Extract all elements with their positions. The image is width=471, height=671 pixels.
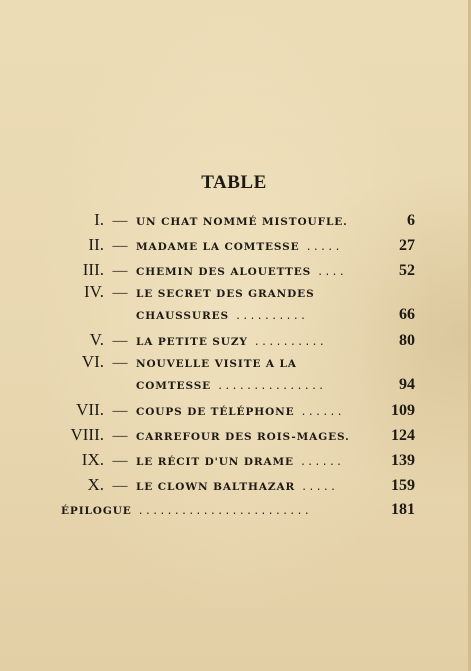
toc-entry-6 bbox=[55, 352, 415, 397]
dash: — bbox=[112, 263, 128, 279]
page-number: 27 bbox=[399, 237, 415, 254]
epilogue-title: ÉPILOGUE bbox=[61, 505, 132, 517]
chapter-title-line-1: LE SECRET DES GRANDES bbox=[136, 288, 315, 300]
chapter-title-line-2: COMTESSE bbox=[136, 380, 212, 392]
page-number: 80 bbox=[399, 332, 415, 349]
dash: — bbox=[112, 403, 128, 419]
chapter-numeral: IV. bbox=[84, 282, 104, 301]
toc-entry-7 bbox=[55, 397, 415, 422]
leader-dots: .... bbox=[317, 267, 346, 278]
chapter-numeral: VII. bbox=[76, 400, 104, 419]
toc-entry-10 bbox=[55, 472, 415, 497]
toc-entry-4 bbox=[55, 282, 415, 327]
toc-entry-3 bbox=[55, 257, 415, 282]
page-number: 159 bbox=[391, 477, 415, 494]
dash: — bbox=[112, 428, 128, 444]
dash: — bbox=[112, 213, 128, 229]
toc-entry-1 bbox=[55, 207, 415, 232]
toc-entry-9 bbox=[55, 447, 415, 472]
leader-dots: ............... bbox=[217, 381, 326, 392]
chapter-title: CHEMIN DES ALOUETTES bbox=[136, 266, 312, 278]
leader-dots: ........................ bbox=[137, 506, 311, 517]
leader-dots: .......... bbox=[235, 311, 308, 322]
chapter-title: UN CHAT NOMMÉ MISTOUFLE. bbox=[136, 216, 348, 228]
chapter-numeral: II. bbox=[88, 235, 104, 254]
chapter-title: LE RÉCIT D'UN DRAME bbox=[136, 456, 294, 468]
dash: — bbox=[112, 478, 128, 494]
page-number: 6 bbox=[407, 212, 415, 229]
toc-entry-8 bbox=[55, 422, 415, 447]
chapter-numeral: I. bbox=[94, 210, 104, 229]
chapter-title-line-1: NOUVELLE VISITE A LA bbox=[136, 358, 297, 370]
chapter-numeral: V. bbox=[89, 330, 104, 349]
toc-entry-epilogue bbox=[55, 497, 415, 522]
chapter-numeral: IX. bbox=[81, 450, 104, 469]
toc-entry-2 bbox=[55, 232, 415, 257]
chapter-numeral: VIII. bbox=[70, 425, 104, 444]
page-number: 94 bbox=[399, 376, 415, 393]
leader-dots: ..... bbox=[301, 482, 338, 493]
chapter-numeral: VI. bbox=[81, 352, 104, 371]
toc-entry-5 bbox=[55, 327, 415, 352]
chapter-title: MADAME LA COMTESSE bbox=[136, 241, 300, 253]
leader-dots: .......... bbox=[253, 337, 326, 348]
page-title: TABLE bbox=[201, 172, 267, 193]
page-number: 109 bbox=[391, 402, 415, 419]
page-number: 181 bbox=[391, 501, 415, 518]
dash: — bbox=[112, 453, 128, 469]
chapter-title: COUPS DE TÉLÉPHONE bbox=[136, 406, 295, 418]
page-number: 66 bbox=[399, 306, 415, 323]
page-number: 139 bbox=[391, 452, 415, 469]
chapter-title: CARREFOUR DES ROIS-MAGES. bbox=[136, 431, 350, 443]
leader-dots: ..... bbox=[305, 242, 342, 253]
chapter-numeral: X. bbox=[87, 475, 104, 494]
page-number: 52 bbox=[399, 262, 415, 279]
dash: — bbox=[112, 285, 128, 301]
chapter-title-line-2: CHAUSSURES bbox=[136, 310, 229, 322]
chapter-title: LA PETITE SUZY bbox=[136, 336, 248, 348]
table-of-contents bbox=[55, 207, 415, 522]
leader-dots: ...... bbox=[300, 407, 344, 418]
chapter-title: LE CLOWN BALTHAZAR bbox=[136, 481, 296, 493]
leader-dots: ...... bbox=[299, 457, 344, 468]
chapter-numeral: III. bbox=[82, 260, 104, 279]
page-number: 124 bbox=[391, 427, 415, 444]
dash: — bbox=[112, 333, 128, 349]
dash: — bbox=[112, 355, 128, 371]
dash: — bbox=[112, 238, 128, 254]
